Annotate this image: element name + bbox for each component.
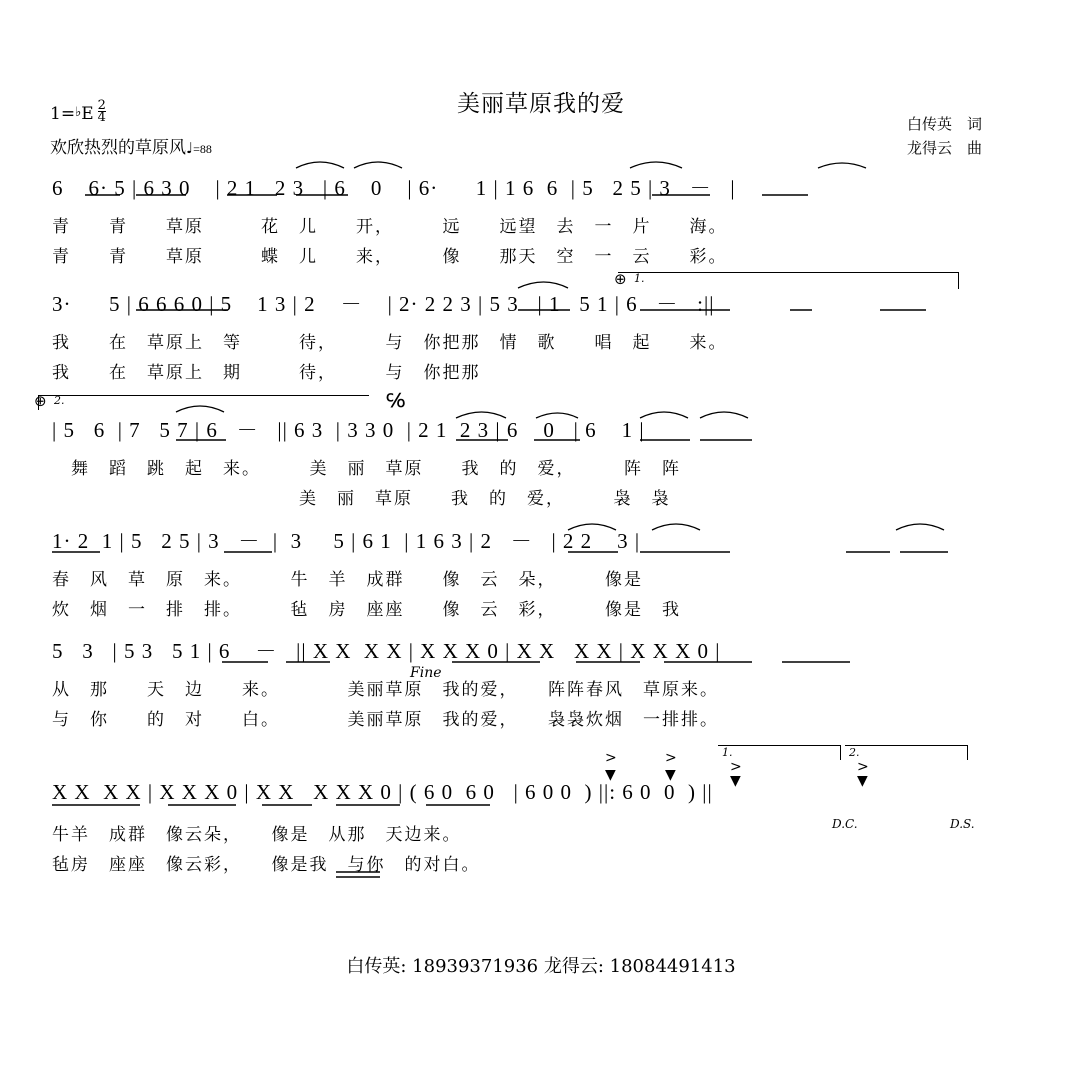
system-4-notes: 1· 2 1 | 5 2 5 | 3 － | 3 5 | 6 1 | 1 6 3 | 2 － | 2 2 3 |	[52, 529, 641, 553]
staccato-icon-4: ▼	[857, 773, 868, 789]
system-2-notes: 3· 5 | 6 6 6 0 | 5 1 3 | 2 － | 2· 2 2 3 | 5 3 | 1 5 1 | 6 － :||	[52, 292, 715, 316]
credits	[907, 112, 982, 160]
system-5-lyric-2: 与 你 的 对 白。 美丽草原 我的爱， 袅袅炊烟 一排排。	[52, 710, 719, 730]
dc-label: D.C.	[832, 817, 858, 831]
fine-label: Fine	[410, 665, 442, 681]
page-title: 美丽草原我的爱	[457, 91, 625, 117]
ending-bracket-3	[718, 745, 841, 760]
time-signature	[98, 100, 106, 123]
coda-icon-2: ⊕	[34, 392, 47, 410]
key-label: 1=	[50, 104, 76, 124]
credit-composer: 龙得云 曲	[906, 139, 982, 157]
accent-icon-3: >	[730, 759, 742, 775]
tempo-bpm: =88	[193, 142, 212, 156]
contact-info: 白传英: 18939371936 龙得云: 18084491413	[346, 956, 736, 977]
ending-label-3: 1.	[722, 746, 733, 759]
system-3-notes: | 5 6 | 7 5 7 | 6 － || 6 3 | 3 3 0 | 2 1 2 3 | 6 0 | 6 1 |	[52, 418, 645, 442]
system-6-notes: X X X X | X X X 0 | X X X X X 0 | ( 6 0 6 0 | 6 0 0 ) ||: 6 0 0 ) ||	[52, 780, 713, 804]
ds-label: D.S.	[950, 817, 975, 831]
meter-denominator: 4	[97, 110, 106, 125]
meter-numerator: 2	[97, 98, 106, 113]
ending-bracket-2	[38, 395, 369, 410]
quarter-note-icon: ♩	[186, 139, 194, 157]
system-5-notes: 5 3 | 5 3 5 1 | 6 － || X X X X | X X X 0 | X X X X | X X X 0 |	[52, 639, 721, 663]
accent-icon-1: >	[605, 750, 617, 766]
accent-icon-4: >	[857, 759, 869, 775]
system-1-notes: 6 6· 5 | 6 3 0 | 2 1 2 3 | 6 0 | 6· 1 | 1 6 6 | 5 2 5 | 3 － |	[52, 176, 736, 200]
key-signature	[50, 100, 106, 124]
system-2-lyric-2: 我 在 草原上 期 待， 与 你把那	[52, 363, 481, 383]
ending-bracket-4	[845, 745, 968, 760]
system-1-lyric-2: 青 青 草原 蝶 儿 来， 像 那天 空 一 云 彩。	[52, 247, 728, 267]
key-letter: E	[81, 104, 94, 124]
system-3-lyric-2: 美 丽 草原 我 的 爱， 袅 袅	[52, 489, 671, 509]
ending-label-4: 2.	[849, 746, 860, 759]
system-6-lyric-1: 牛羊 成群 像云朵， 像是 从那 天边来。	[52, 825, 462, 845]
system-3-lyric-1: 舞 蹈 跳 起 来。 美 丽 草原 我 的 爱， 阵 阵	[52, 459, 681, 479]
staccato-icon-3: ▼	[730, 773, 741, 789]
system-5-lyric-1: 从 那 天 边 来。 美丽草原 我的爱， 阵阵春风 草原来。	[52, 680, 719, 700]
flat-icon: ♭	[75, 105, 82, 120]
system-4-lyric-2: 炊 烟 一 排 排。 毡 房 座座 像 云 彩， 像是 我	[52, 600, 681, 620]
system-1-lyric-1: 青 青 草原 花 儿 开， 远 远望 去 一 片 海。	[52, 217, 728, 237]
tempo-text: 欢欣热烈的草原风	[50, 138, 186, 158]
ending-bracket-1	[618, 272, 959, 289]
ending-label-2: 2.	[54, 394, 65, 407]
accent-icon-2: >	[665, 750, 677, 766]
staccato-icon-2: ▼	[665, 767, 676, 783]
tempo-marking	[50, 133, 212, 158]
staccato-icon-1: ▼	[605, 767, 616, 783]
coda-icon: ⊕	[614, 270, 627, 288]
credit-lyricist: 白传英 词	[906, 115, 982, 133]
system-6-lyric-2: 毡房 座座 像云彩， 像是我 与你 的对白。	[52, 855, 481, 875]
system-2-lyric-1: 我 在 草原上 等 待， 与 你把那 情 歌 唱 起 来。	[52, 333, 728, 353]
ending-label-1: 1.	[634, 272, 645, 285]
system-4-lyric-1: 春 风 草 原 来。 牛 羊 成群 像 云 朵， 像是	[52, 570, 643, 590]
segno-icon: ℅	[386, 390, 406, 412]
